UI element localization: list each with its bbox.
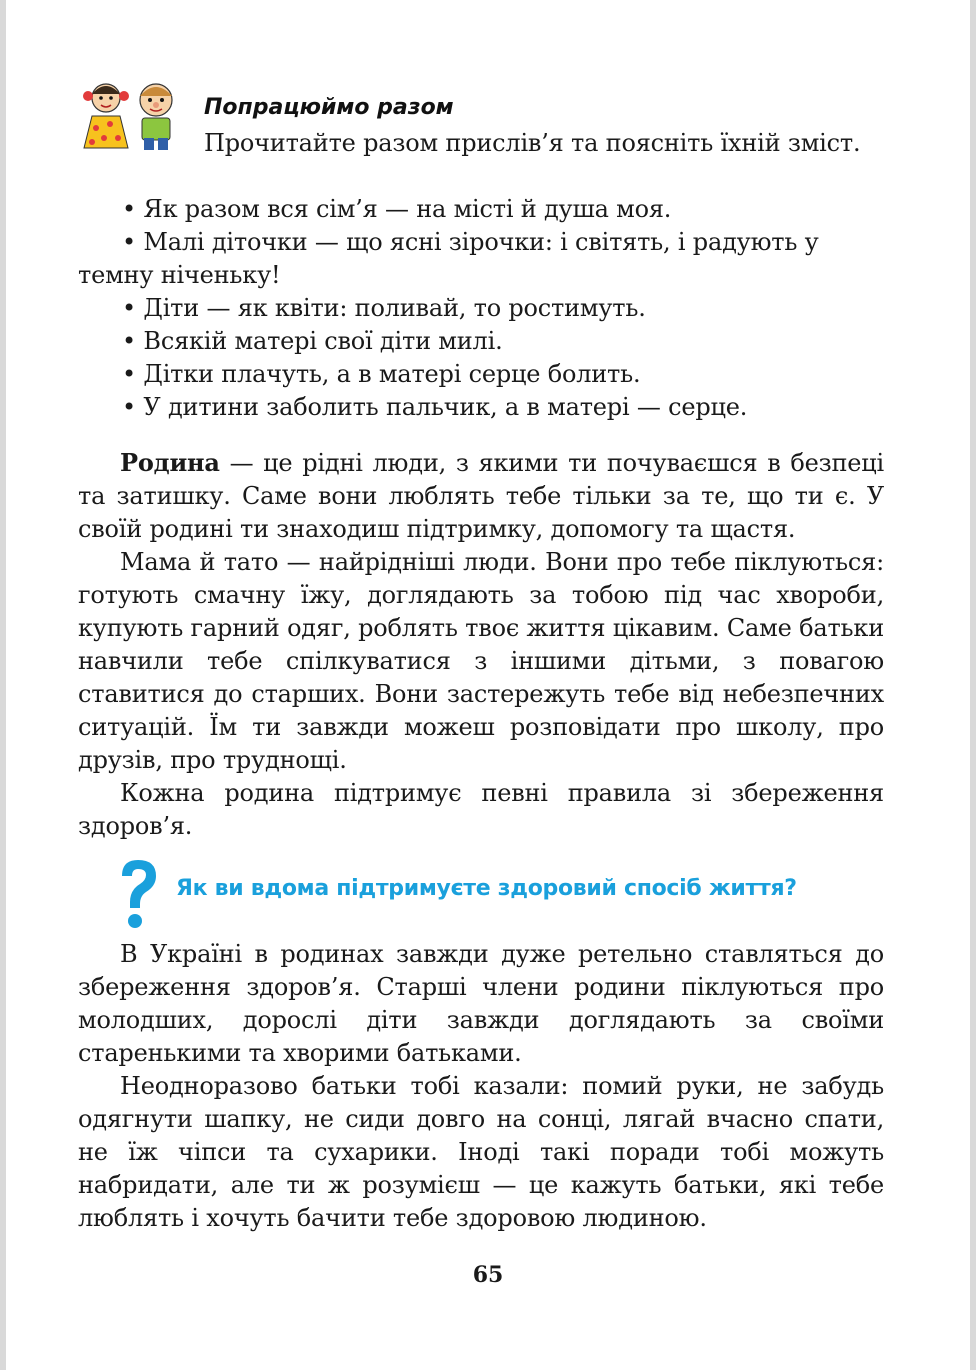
page-number: 65 xyxy=(472,1262,504,1288)
proverb-item: • Дітки плачуть, а в матері серце болить. xyxy=(122,360,641,388)
proverb-item: • Як разом вся сім’я — на місті й душа моя. xyxy=(122,195,672,223)
body-paragraph: Кожна родина підтримує певні правила зі збереження здоров’я. xyxy=(78,779,884,840)
term-family: Родина xyxy=(120,448,220,477)
health-section xyxy=(78,938,884,1235)
proverb-item: • Малі діточки — що ясні зірочки: і світять, і радують у темну ніченьку! xyxy=(78,228,819,289)
definition-text: — це рідні люди, з якими ти почуваєшся в безпеці та затишку. Саме вони люблять тебе тільки за те, що ти є. У своїй родині ти знаходиш підтримку, допомогу та щастя. xyxy=(78,449,884,543)
task-title: Попрацюймо разом xyxy=(204,95,454,120)
body-paragraph: В Україні в родинах завжди дуже ретельно ставляться до збереження здоров’я. Старші члени родини піклуються про молодших, дорослі діти завжди доглядають за своїми старенькими та хворими батьками. xyxy=(78,940,884,1067)
question-mark-icon xyxy=(114,858,162,930)
body-paragraph: Мама й тато — найрідніші люди. Вони про тебе піклуються: готують смачну їжу, доглядають за тобою під час хвороби, купують гарний одяг, роблять твоє життя цікавим. Саме батьки навчили тебе спілкуватися з іншими дітьми, з повагою ставитися до старших. Вони застережуть тебе від небезпечних ситуацій. Їм ти завжди можеш розповідати про школу, про друзів, про труднощі. xyxy=(78,548,884,774)
family-section xyxy=(78,446,884,843)
proverb-item: • У дитини заболить пальчик, а в матері — серце. xyxy=(122,393,748,421)
definition-paragraph xyxy=(78,446,884,546)
question-block xyxy=(114,858,874,930)
proverb-item: • Діти — як квіти: поливай, то ростимуть. xyxy=(122,294,646,322)
task-instruction: Прочитайте разом прислів’я та поясніть їхній зміст. xyxy=(204,129,861,157)
proverb-item: • Всякій матері свої діти милі. xyxy=(122,327,503,355)
question-text: Як ви вдома підтримуєте здоровий спосіб життя? xyxy=(176,876,797,901)
body-paragraph: Неодноразово батьки тобі казали: помий руки, не забудь одягнути шапку, не сиди довго на сонці, лягай вчасно спати, не їж чіпси та сухарики. Іноді такі поради тобі можуть набридати, але ти ж розумієш — це кажуть батьки, які тебе люблять і хочуть бачити тебе здоровою людиною. xyxy=(78,1072,884,1232)
proverbs-list xyxy=(78,193,884,424)
